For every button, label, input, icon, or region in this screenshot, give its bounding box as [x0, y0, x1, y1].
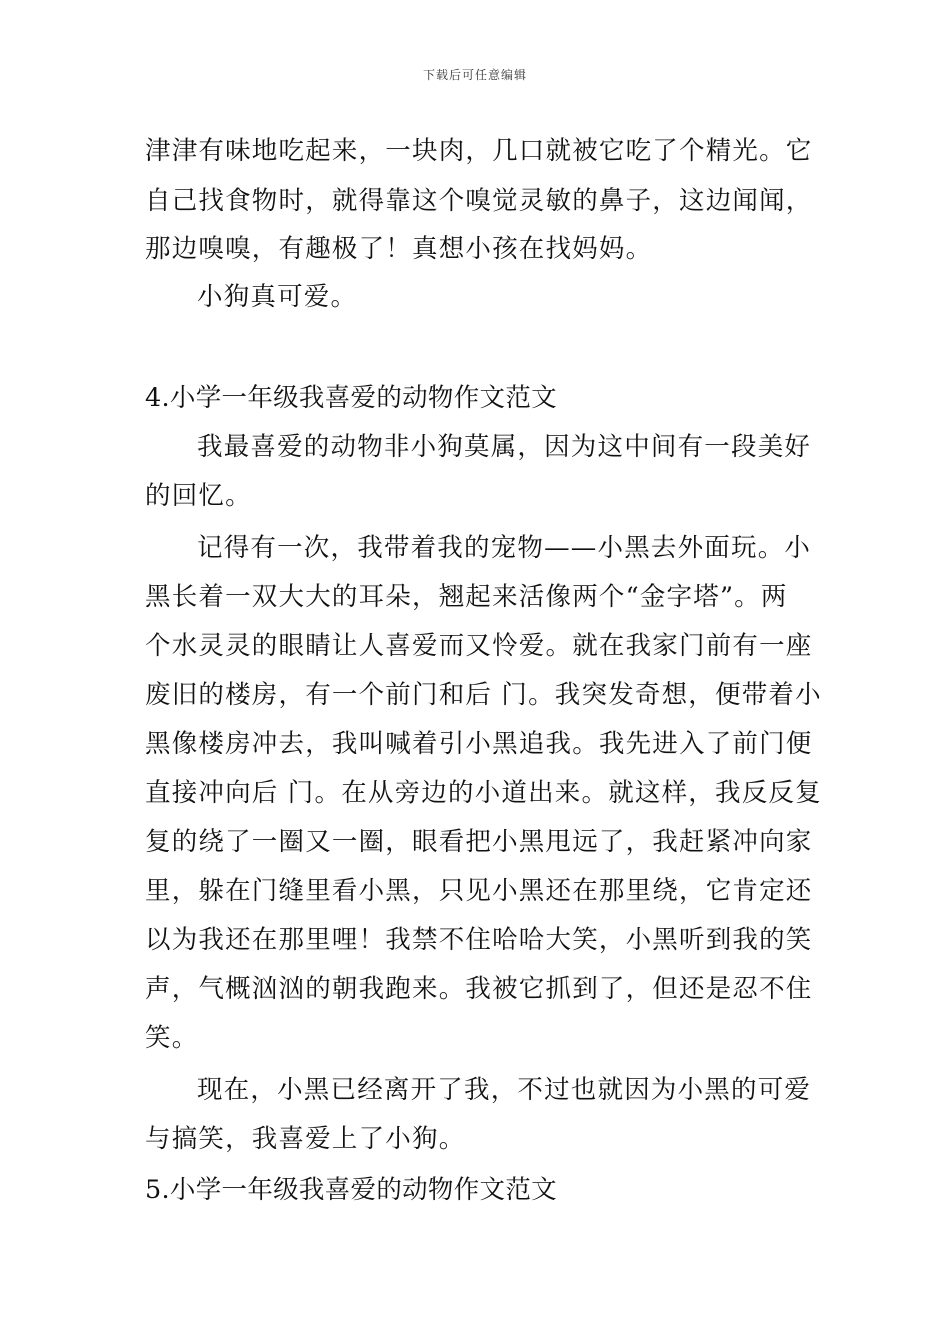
text-line: 复的绕了一圈又一圈，眼看把小黑甩远了，我赶紧冲向家 [145, 827, 813, 857]
text-line: 我最喜爱的动物非小狗莫属，因为这中间有一段美好 [197, 432, 812, 462]
text-line: 里，躲在门缝里看小黑，只见小黑还在那里绕，它肯定还 [145, 876, 813, 906]
section-heading-4: 4.小学一年级我喜爱的动物作文范文 [145, 383, 557, 413]
text-line: 与搞笑，我喜爱上了小狗。 [145, 1124, 466, 1154]
text-line: 自己找食物时，就得靠这个嗅觉灵敏的鼻子，这边闻闻， [145, 186, 813, 216]
text-line: 的回忆。 [145, 481, 252, 511]
text-line: 黑像楼房冲去，我叫喊着引小黑追我。我先进入了前门便 [145, 729, 813, 759]
text-line: 废旧的楼房，有一个前门和后 门。我突发奇想，便带着小 [145, 680, 822, 710]
text-line: 那边嗅嗅，有趣极了！真想小孩在找妈妈。 [145, 234, 653, 264]
text-line: 记得有一次，我带着我的宠物——小黑去外面玩。小 [197, 533, 812, 563]
text-line: 声，气概汹汹的朝我跑来。我被它抓到了，但还是忍不住 [145, 974, 813, 1004]
text-line: 小狗真可爱。 [197, 282, 358, 312]
text-line: 直接冲向后 门。在从旁边的小道出来。就这样，我反反复 [145, 778, 822, 808]
text-line: 津津有味地吃起来，一块肉，几口就被它吃了个精光。它 [145, 136, 813, 166]
text-line: 笑。 [145, 1023, 199, 1053]
text-line: 以为我还在那里哩！我禁不住哈哈大笑，小黑听到我的笑 [145, 925, 813, 955]
section-heading-5: 5.小学一年级我喜爱的动物作文范文 [145, 1175, 557, 1205]
text-line: 黑长着一双大大的耳朵，翘起来活像两个“金字塔”。两 [145, 582, 788, 612]
text-line: 个水灵灵的眼睛让人喜爱而又怜爱。就在我家门前有一座 [145, 631, 813, 661]
page-header: 下载后可任意编辑 [422, 68, 527, 82]
text-line: 现在，小黑已经离开了我，不过也就因为小黑的可爱 [197, 1075, 812, 1105]
